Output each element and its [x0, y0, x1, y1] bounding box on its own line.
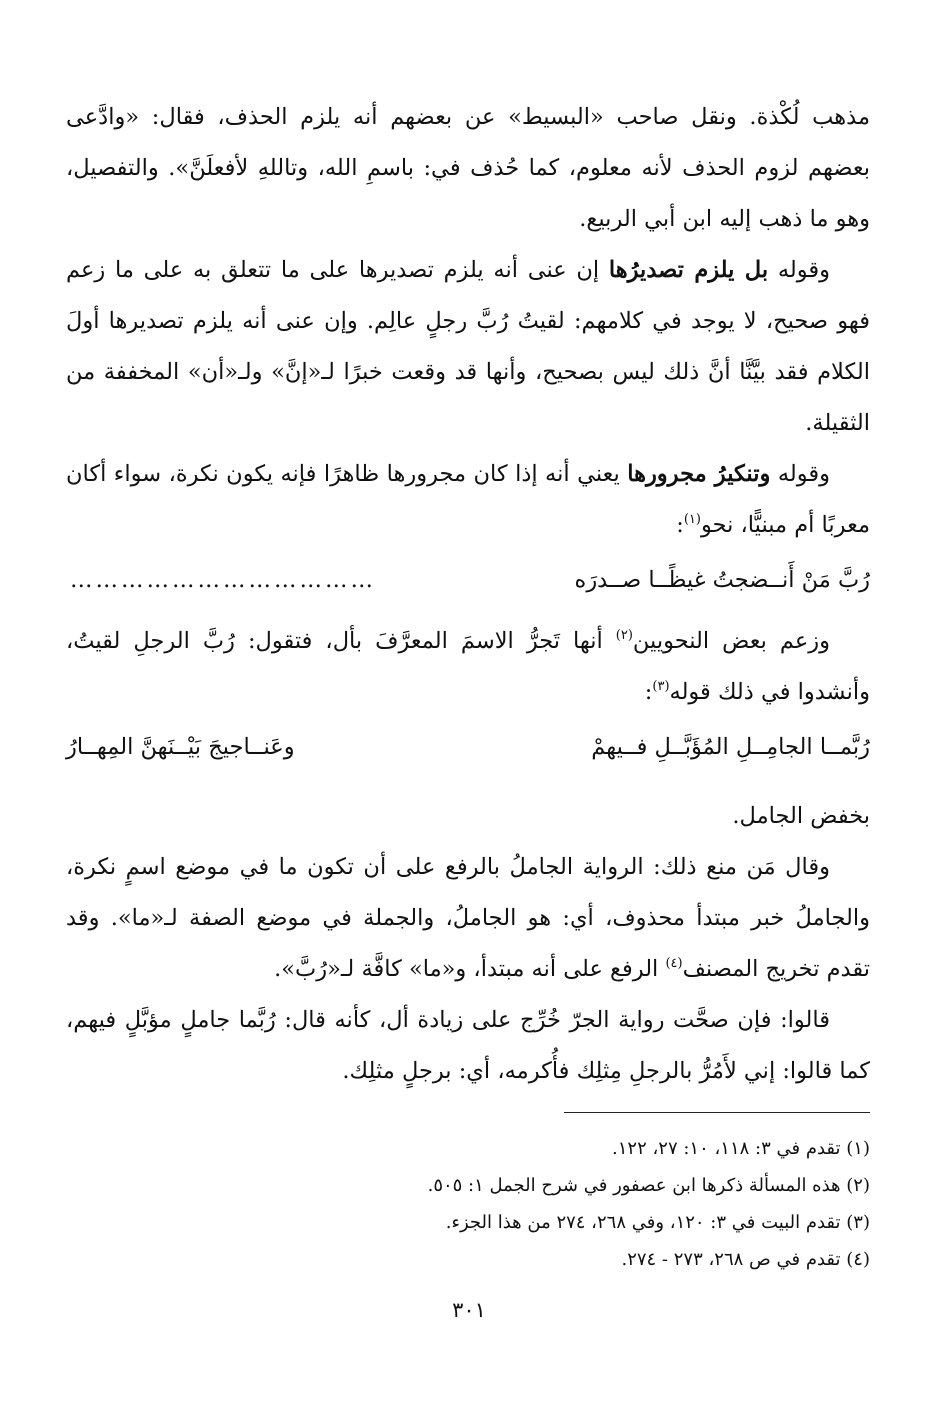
paragraph-7: قالوا: فإن صحَّت رواية الجرّ خُرِّج على زيادة أل، كأنه قال: رُبَّما جاملٍ مؤبَّلٍ فيهم، كما قالوا: إني لأَمُرُّ بالرجلِ مِثلِك فأُكرمه، أي: برجلٍ مثلِك.	[66, 1007, 870, 1084]
paragraph-5: بخفض الجامل.	[732, 803, 870, 829]
verse-second-hemistich: وعَنــاجيجَ بَيْــنَهنَّ المِهــارُ	[66, 734, 295, 760]
quoted-phrase: وتنكيرُ مجرورها	[627, 461, 771, 487]
footnote-item: (٢) هذه المسألة ذكرها ابن عصفور في شرح الجمل ١: ٥٠٥.	[427, 1175, 870, 1196]
footnote-item: (٣) تقدم البيت في ٣: ١٢٠، وفي ٢٦٨، ٢٧٤ من هذا الجزء.	[445, 1212, 870, 1233]
verse-1	[66, 555, 870, 606]
page-number: ٣٠١	[452, 1298, 486, 1322]
paragraph-6: وقال مَن منع ذلك: الرواية الجاملُ بالرفع على أن تكون ما في موضع اسمٍ نكرة، والجاملُ خبر مبتدأ محذوف، أي: هو الجاملُ، والجملة في موضع الصفة لـ«ما». وقد تقدم تخريج المصنف$^{(٤)}$ الرفع على أنه مبتدأ، و«ما» كافَّة لـ«رُبَّ».	[66, 854, 870, 982]
verse-2	[66, 722, 870, 773]
paragraph-4: وزعم بعض النحويين$^{(٢)}$ أنها تَجرُّ الاسمَ المعرَّفَ بأل، فتقول: رُبَّ الرجلِ لقيتُ، وأنشدوا في ذلك قوله$^{(٣)}$:	[66, 628, 870, 705]
paragraph-1: مذهب لُكْذة. ونقل صاحب «البسيط» عن بعضهم أنه يلزم الحذف، فقال: «وادَّعى بعضهم لزوم الحذف لأنه معلوم، كما حُذف في: باسمِ الله، وتاللهِ لأفعلَنَّ». والتفصيل، وهو ما ذهب إليه ابن أبي الربيع.	[66, 104, 870, 232]
footnote-ref[interactable]: (١)	[683, 512, 701, 527]
footnotes	[66, 1130, 870, 1278]
footnote-item: (٤) تقدم في ص ٢٦٨، ٢٧٣ - ٢٧٤.	[621, 1249, 870, 1270]
main-text	[66, 92, 870, 1097]
verse-first-hemistich: رُبَّمــا الجامِــلِ المُؤَبَّــلِ فــيهمْ	[591, 734, 870, 760]
footnote-item: (١) تقدم في ٣: ١١٨، ١٠: ٢٧، ١٢٢.	[612, 1138, 870, 1159]
footnote-ref[interactable]: (٤)	[665, 956, 683, 971]
footnote-ref[interactable]: (٣)	[652, 679, 670, 694]
paragraph-3: وقوله وتنكيرُ مجرورها يعني أنه إذا كان مجرورها ظاهرًا فإنه يكون نكرة، سواء أكان معربًا أم مبنيًّا، نحو$^{(١)}$:	[66, 461, 870, 538]
verse-ellipsis: ………………………………	[70, 567, 376, 593]
footnote-divider	[564, 1112, 870, 1113]
footnote-ref[interactable]: (٢)	[615, 628, 633, 643]
verse-hemistich: رُبَّ مَنْ أَنــضجتُ غيظًــا صــدرَه	[574, 567, 870, 593]
paragraph-2: وقوله بل يلزم تصديرُها إن عنى أنه يلزم تصديرها على ما تتعلق به على ما زعم فهو صحيح، لا يوجد في كلامهم: لقيتُ رُبَّ رجلٍ عالِم. وإن عنى أنه يلزم تصديرها أولَ الكلام فقد بيَّنَّا أنَّ ذلك ليس بصحيح، وأنها قد وقعت خبرًا لـ«إنَّ» ولـ«أن» المخففة من الثقيلة.	[66, 257, 870, 436]
quoted-phrase: بل يلزم تصديرُها	[608, 257, 769, 283]
